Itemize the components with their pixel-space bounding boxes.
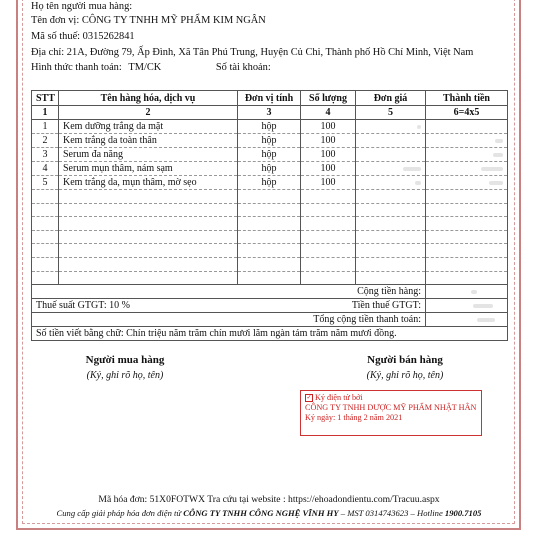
words-label: Số tiền viết bằng chữ: — [36, 328, 124, 340]
table-row: 5 Kem trắng da, mụn thâm, mờ sẹo hộp 100 — [32, 176, 508, 190]
buyer-signature: Người mua hàng (Ký, ghi rõ họ, tên) — [85, 354, 165, 381]
words-value: Chín triệu năm trăm chín mươi lăm ngàn tám trăm năm mươi đồng. — [126, 328, 397, 340]
invoice-content — [31, 0, 507, 341]
vat-value — [426, 299, 508, 313]
amount-in-words-row — [32, 327, 508, 341]
vat-rate: Thuế suất GTGT: 10 % — [32, 299, 301, 313]
seller-signature: Người bán hàng (Ký, ghi rõ họ, tên) — [366, 354, 444, 381]
empty-row — [32, 271, 508, 285]
vat-row — [32, 299, 508, 313]
digital-signature-stamp: ✓ Ký điện tử bởi CÔNG TY TNHH DƯỢC MỸ PHẨM NHẬT HÂN Ký ngày: 1 tháng 2 năm 2021 — [300, 390, 482, 436]
lookup-line: Mã hóa đơn: 51X0FOTWX Tra cứu tại website : https://ehoadondientu.com/Tracuu.aspx — [98, 494, 440, 505]
table-row: 3 Serum đa năng hộp 100 — [32, 148, 508, 162]
table-index-row: 1 2 3 4 5 6=4x5 — [32, 106, 508, 120]
buyer-tax-line: Mã số thuế: 0315262841 — [31, 31, 135, 42]
buyer-address: 21A, Đường 79, Ấp Đình, Xã Tân Phú Trung, Huyện Củ Chi, Thành phố Hồ Chí Minh, Việt Nam — [66, 47, 474, 58]
buyer-tax-code: 0315262841 — [82, 31, 135, 42]
provider-line: Cung cấp giải pháp hóa đơn điện tử CÔNG TY TNHH CÔNG NGHỆ VĨNH HY – MST 0314743623 – Hotline 1900.7105 — [56, 508, 482, 518]
table-header-row — [32, 91, 508, 106]
header-amount: Thành tiền — [426, 91, 508, 106]
payment-method: TM/CK — [128, 62, 162, 73]
checkmark-icon: ✓ — [306, 395, 312, 402]
header-stt: STT — [32, 91, 59, 106]
subtotal-row — [32, 285, 508, 299]
empty-row — [32, 244, 508, 258]
buyer-unit-line: Tên đơn vị: CÔNG TY TNHH MỸ PHẨM KIM NGÂN — [31, 15, 266, 26]
buyer-address-line: Địa chỉ: 21A, Đường 79, Ấp Đình, Xã Tân Phú Trung, Huyện Củ Chi, Thành phố Hồ Chí Minh, Việt Nam — [31, 47, 474, 58]
total-row — [32, 313, 508, 327]
subtotal-label: Cộng tiền hàng: — [32, 285, 426, 299]
vat-label: Tiền thuế GTGT: — [301, 299, 426, 313]
header-unit: Đơn vị tính — [238, 91, 301, 106]
total-value — [426, 313, 508, 327]
empty-row — [32, 190, 508, 204]
header-qty: Số lượng — [301, 91, 356, 106]
account-label: Số tài khoản: — [215, 62, 271, 73]
subtotal-value — [426, 285, 508, 299]
payment-line: Hình thức thanh toán: TM/CK Số tài khoản: — [31, 62, 271, 73]
table-row: 1 Kem dưỡng trắng da mặt hộp 100 — [32, 120, 508, 134]
empty-row — [32, 257, 508, 271]
header-name: Tên hàng hóa, dịch vụ — [59, 91, 238, 106]
buyer-name-line: Họ tên người mua hàng: — [31, 1, 133, 12]
header-price: Đơn giá — [356, 91, 426, 106]
buyer-unit-name: CÔNG TY TNHH MỸ PHẨM KIM NGÂN — [81, 15, 266, 26]
empty-row — [32, 203, 508, 217]
items-table — [31, 90, 508, 341]
table-row: 2 Kem trắng da toàn thân hộp 100 — [32, 134, 508, 148]
empty-row — [32, 217, 508, 231]
total-label: Tổng cộng tiền thanh toán: — [32, 313, 426, 327]
table-row: 4 Serum mụn thâm, nám sạm hộp 100 — [32, 162, 508, 176]
empty-row — [32, 230, 508, 244]
